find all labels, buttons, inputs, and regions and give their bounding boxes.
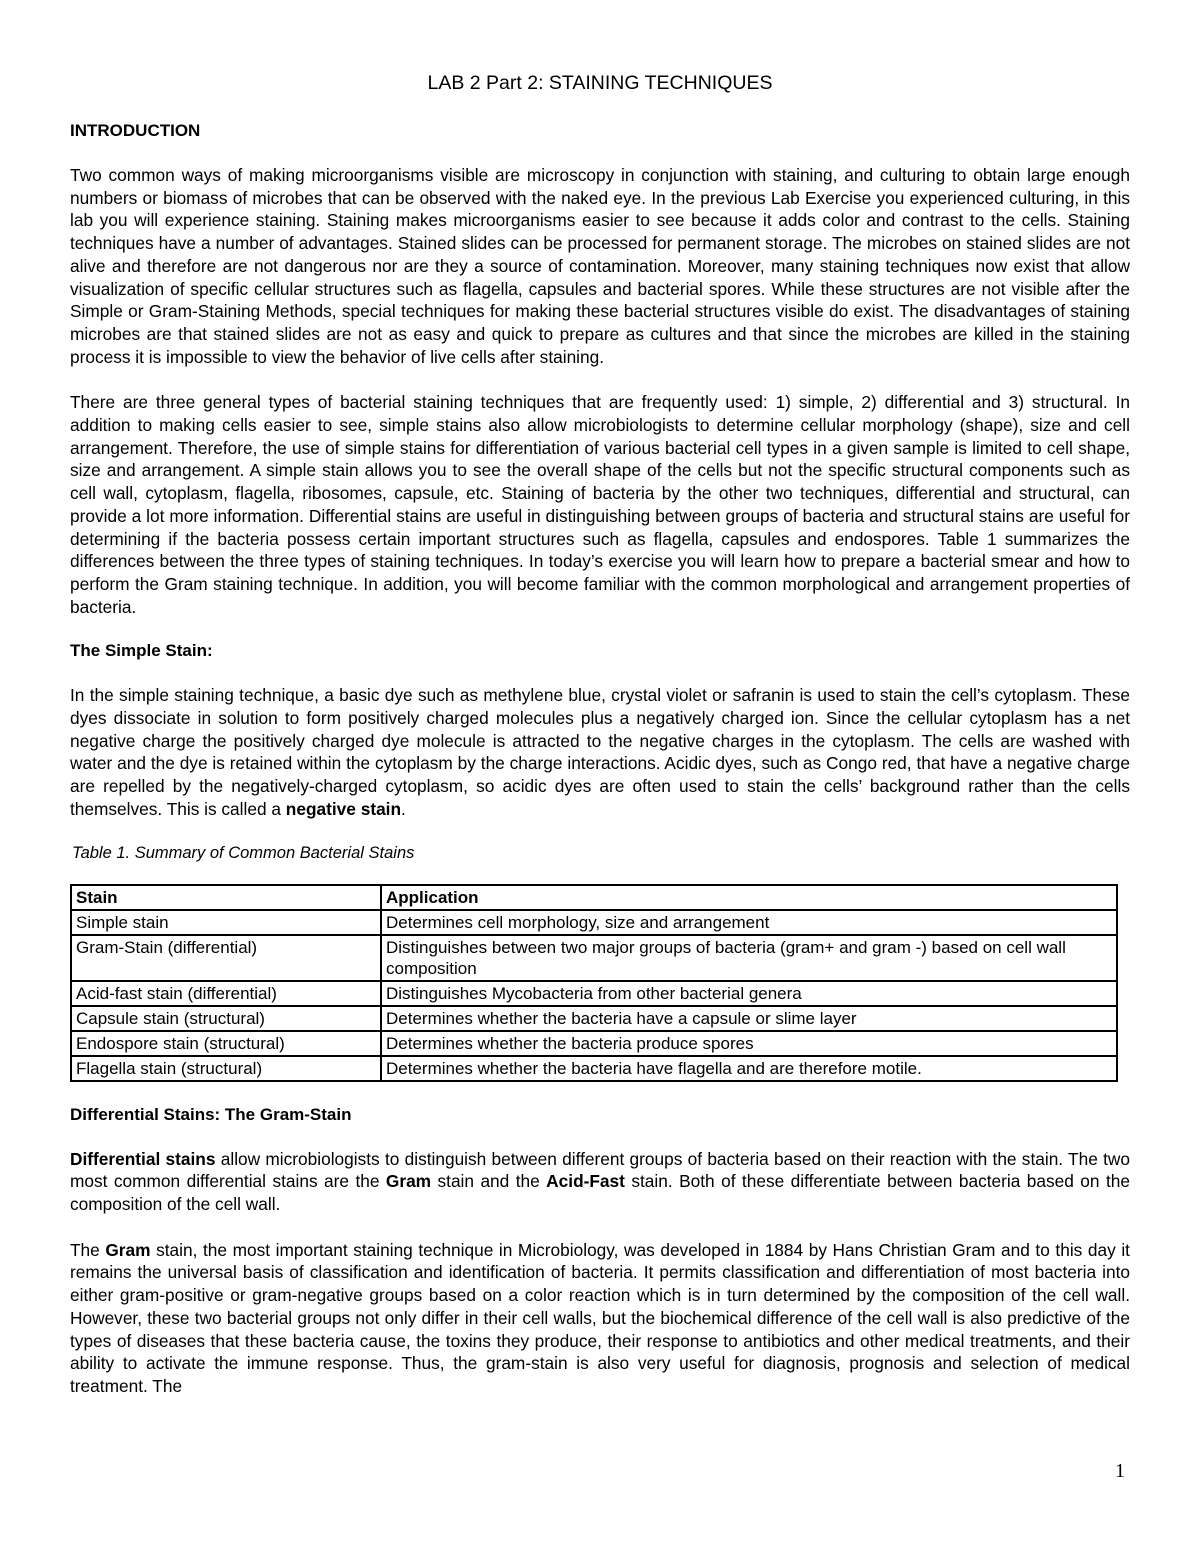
simple-stain-text: In the simple staining technique, a basic dye such as methylene blue, crystal violet or safranin is used to stain the cell’s cytoplasm. These dyes dissociate in solution to form positively charged molecules plus a negatively charged ion. Since the cellular cytoplasm has a net negative charge the positively charged dye molecule is attracted to the negative charges in the cytoplasm. The cells are washed with water and the dye is retained within the cytoplasm by the charge interactions. Acidic dyes, such as Congo red, that have a negative charge are repelled by the negatively-charged cytoplasm, so acidic dyes are often used to stain the cells’ background rather than the cells themselves. This is called a (70, 685, 1130, 819)
term-gram: Gram (105, 1239, 151, 1260)
simple-stain-heading: The Simple Stain: (70, 641, 213, 661)
term-acid-fast: Acid-Fast (546, 1171, 625, 1192)
application-cell: Determines whether the bacteria have flagella and are therefore motile. (381, 1056, 1117, 1081)
intro-paragraph-1: Two common ways of making microorganisms visible are microscopy in conjunction with staining, and culturing to obtain large enough numbers or biomass of microbes that can be observed with the naked eye. In the previous Lab Exercise you experienced culturing, in this lab you will experience staining. Staining makes microorganisms easier to see because it adds color and contrast to the cells. Staining techniques have a number of advantages. Stained slides can be processed for permanent storage. The microbes on stained slides are not alive and therefore are not dangerous nor are they a source of contamination. Moreover, many staining techniques now exist that allow visualization of specific cellular structures such as flagella, capsules and bacterial spores. While these structures are not visible after the Simple or Gram-Staining Methods, special techniques for making these bacterial structures visible do exist. The disadvantages of staining microbes are that stained slides are not as easy and quick to prepare as cultures and that since the microbes are killed in the staining process it is impossible to view the behavior of live cells after staining. (70, 165, 1130, 367)
header-stain: Stain (71, 885, 381, 910)
page-title: LAB 2 Part 2: STAINING TECHNIQUES (427, 72, 773, 94)
differential-paragraph-1 (70, 1148, 1130, 1216)
table-row (71, 910, 1117, 935)
table-row (71, 935, 1117, 981)
text-run: stain. Both of these differentiate between bacteria based on the composition of the cell wall. (70, 1171, 1130, 1214)
application-cell: Determines whether the bacteria have a capsule or slime layer (381, 1006, 1117, 1031)
application-cell: Distinguishes between two major groups of bacteria (gram+ and gram -) based on cell wall composition (381, 935, 1117, 981)
text-run: allow microbiologists to distinguish between different groups of bacteria based on their reaction with the stain. The two most common differential stains are the (70, 1148, 1130, 1192)
document-page (70, 72, 1130, 1398)
header-application: Application (381, 885, 1117, 910)
text-run: stain and the (431, 1171, 547, 1192)
stain-cell: Flagella stain (structural) (71, 1056, 381, 1081)
differential-paragraph-2 (70, 1239, 1130, 1398)
page-number: 1 (1115, 1460, 1125, 1482)
table-row (71, 1056, 1117, 1081)
simple-stain-period: . (401, 798, 406, 819)
intro-heading: INTRODUCTION (70, 121, 201, 140)
application-cell: Determines whether the bacteria produce spores (381, 1031, 1117, 1056)
stain-cell: Endospore stain (structural) (71, 1031, 381, 1056)
stain-cell: Gram-Stain (differential) (71, 935, 381, 981)
differential-stains-heading: Differential Stains: The Gram-Stain (70, 1104, 352, 1124)
table-row (71, 1006, 1117, 1031)
simple-stain-paragraph (70, 684, 1130, 820)
stain-summary-table (70, 884, 1118, 1082)
term-differential-stains: Differential stains (70, 1148, 216, 1169)
table-row (71, 981, 1117, 1006)
stain-cell: Capsule stain (structural) (71, 1006, 381, 1031)
application-cell: Determines cell morphology, size and arrangement (381, 910, 1117, 935)
table-row (71, 1031, 1117, 1056)
text-run: The (70, 1239, 106, 1260)
table-caption: Table 1. Summary of Common Bacterial Stains (72, 843, 415, 862)
table-header-row (71, 885, 1117, 910)
term-gram: Gram (385, 1171, 432, 1192)
stain-cell: Simple stain (71, 910, 381, 935)
stain-cell: Acid-fast stain (differential) (71, 981, 381, 1006)
negative-stain-term: negative stain (285, 798, 402, 819)
application-cell: Distinguishes Mycobacteria from other bacterial genera (381, 981, 1117, 1006)
text-run: stain, the most important staining technique in Microbiology, was developed in 1884 by Hans Christian Gram and to this day it remains the universal basis of classification and identification of bacteria. It permits classification and differentiation of most bacteria into either gram-positive or gram-negative groups based on a color reaction which is in turn determined by the composition of the cell wall. However, these two bacterial groups not only differ in their cell walls, but the biochemical difference of the cell wall is also predictive of the types of diseases that these bacteria cause, the toxins they produce, their response to antibiotics and other medical treatments, and their ability to activate the immune response. Thus, the gram-stain is also very useful for diagnosis, prognosis and selection of medical treatment. The (70, 1239, 1130, 1396)
intro-paragraph-2: There are three general types of bacterial staining techniques that are frequently used: 1) simple, 2) differential and 3) structural. In addition to making cells easier to see, simple stains also allow microbiologists to determine cellular morphology (shape), size and cell arrangement. Therefore, the use of simple stains for differentiation of various bacterial cell types in a given sample is limited to cell shape, size and arrangement. A simple stain allows you to see the overall shape of the cells but not the specific structural components such as cell wall, cytoplasm, flagella, ribosomes, capsule, etc. Staining of bacteria by the other two techniques, differential and structural, can provide a lot more information. Differential stains are useful in distinguishing between groups of bacteria and structural stains are useful for determining if the bacteria possess certain important structures such as flagella, capsules and endospores. Table 1 summarizes the differences between the three types of staining techniques. In today’s exercise you will learn how to prepare a bacterial smear and how to perform the Gram staining technique. In addition, you will become familiar with the common morphological and arrangement properties of bacteria. (70, 392, 1130, 617)
